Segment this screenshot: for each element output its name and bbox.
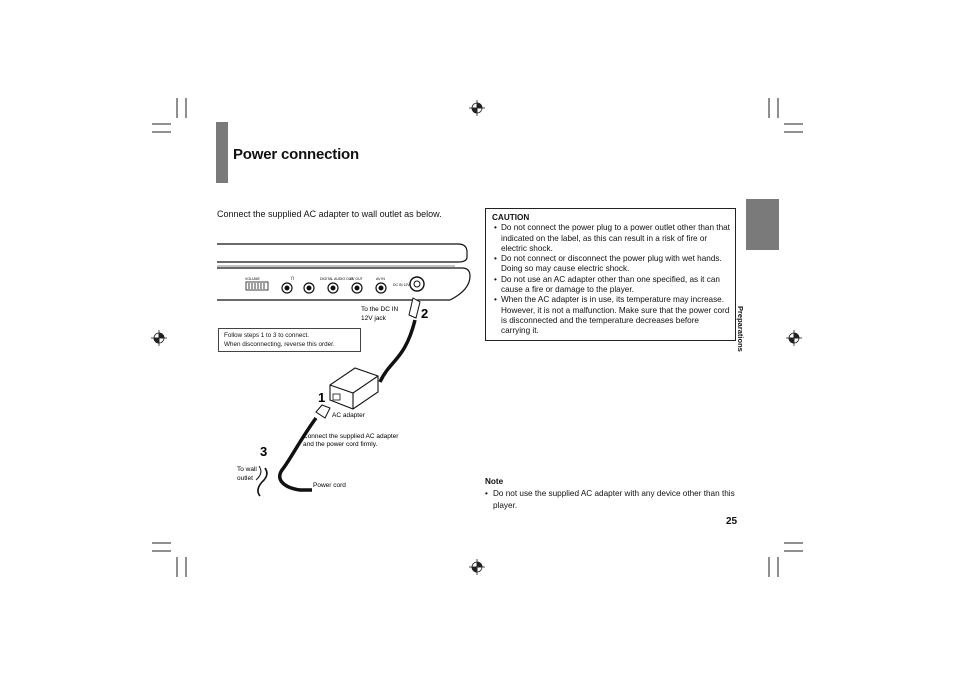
player-illustration bbox=[217, 244, 470, 300]
note-heading: Note bbox=[485, 477, 504, 486]
jack-icon bbox=[376, 283, 386, 293]
step-number: 1 bbox=[318, 390, 326, 405]
panel-label: VOLUME bbox=[245, 277, 260, 281]
page-number: 25 bbox=[726, 516, 738, 527]
caution-heading: CAUTION bbox=[492, 213, 530, 222]
jack-icon bbox=[328, 283, 338, 293]
step-number: 2 bbox=[421, 306, 429, 321]
dc-jack-icon bbox=[410, 277, 424, 291]
note-text: • Do not use the supplied AC adapter with any device other than this player. bbox=[485, 488, 743, 511]
wall-outlet-label: To wall bbox=[237, 466, 257, 473]
step-number: 3 bbox=[260, 444, 268, 459]
steps-line: Follow steps 1 to 3 to connect. bbox=[224, 332, 310, 339]
panel-label: DC IN 12V bbox=[393, 283, 410, 287]
ac-adapter-illustration bbox=[330, 368, 378, 409]
steps-box bbox=[218, 328, 361, 352]
caution-item: • Do not use an AC adapter other than one specified, as it can cause a fire or damage to the player. bbox=[492, 275, 730, 296]
dc-in-label: 12V jack bbox=[361, 315, 386, 322]
panel-label: DIGITAL AUDIO OUT bbox=[320, 277, 354, 281]
panel-label: AV IN bbox=[376, 277, 385, 281]
caution-item: • Do not connect the power plug to a power outlet other than that indicated on the label, as this can result in a risk of fire or electric shock. bbox=[492, 223, 730, 254]
jack-icon bbox=[304, 283, 314, 293]
jack-icon bbox=[352, 283, 362, 293]
intro-text: Connect the supplied AC adapter to wall outlet as below. bbox=[217, 209, 442, 219]
wall-outlet-label: outlet bbox=[237, 475, 253, 482]
dc-in-label: To the DC IN bbox=[361, 306, 399, 313]
page-title: Power connection bbox=[233, 146, 359, 163]
caution-item: • When the AC adapter is in use, its temperature may increase. However, it is not a malfunction. Make sure that the power cord is disconnected and the temperature decreases before carrying it. bbox=[492, 295, 730, 336]
jack-icon bbox=[282, 283, 292, 293]
connect-note: Connect the supplied AC adapter bbox=[303, 433, 399, 440]
power-cord-label: Power cord bbox=[313, 482, 346, 489]
ac-adapter-label: AC adapter bbox=[332, 412, 365, 419]
panel-label: AV OUT bbox=[350, 277, 363, 281]
steps-line: When disconnecting, reverse this order. bbox=[224, 341, 335, 348]
connect-note: and the power cord firmly. bbox=[303, 441, 378, 448]
panel-label: ∩ bbox=[290, 275, 296, 282]
caution-item: • Do not connect or disconnect the power plug with wet hands. Doing so may cause electric shock. bbox=[492, 254, 730, 275]
